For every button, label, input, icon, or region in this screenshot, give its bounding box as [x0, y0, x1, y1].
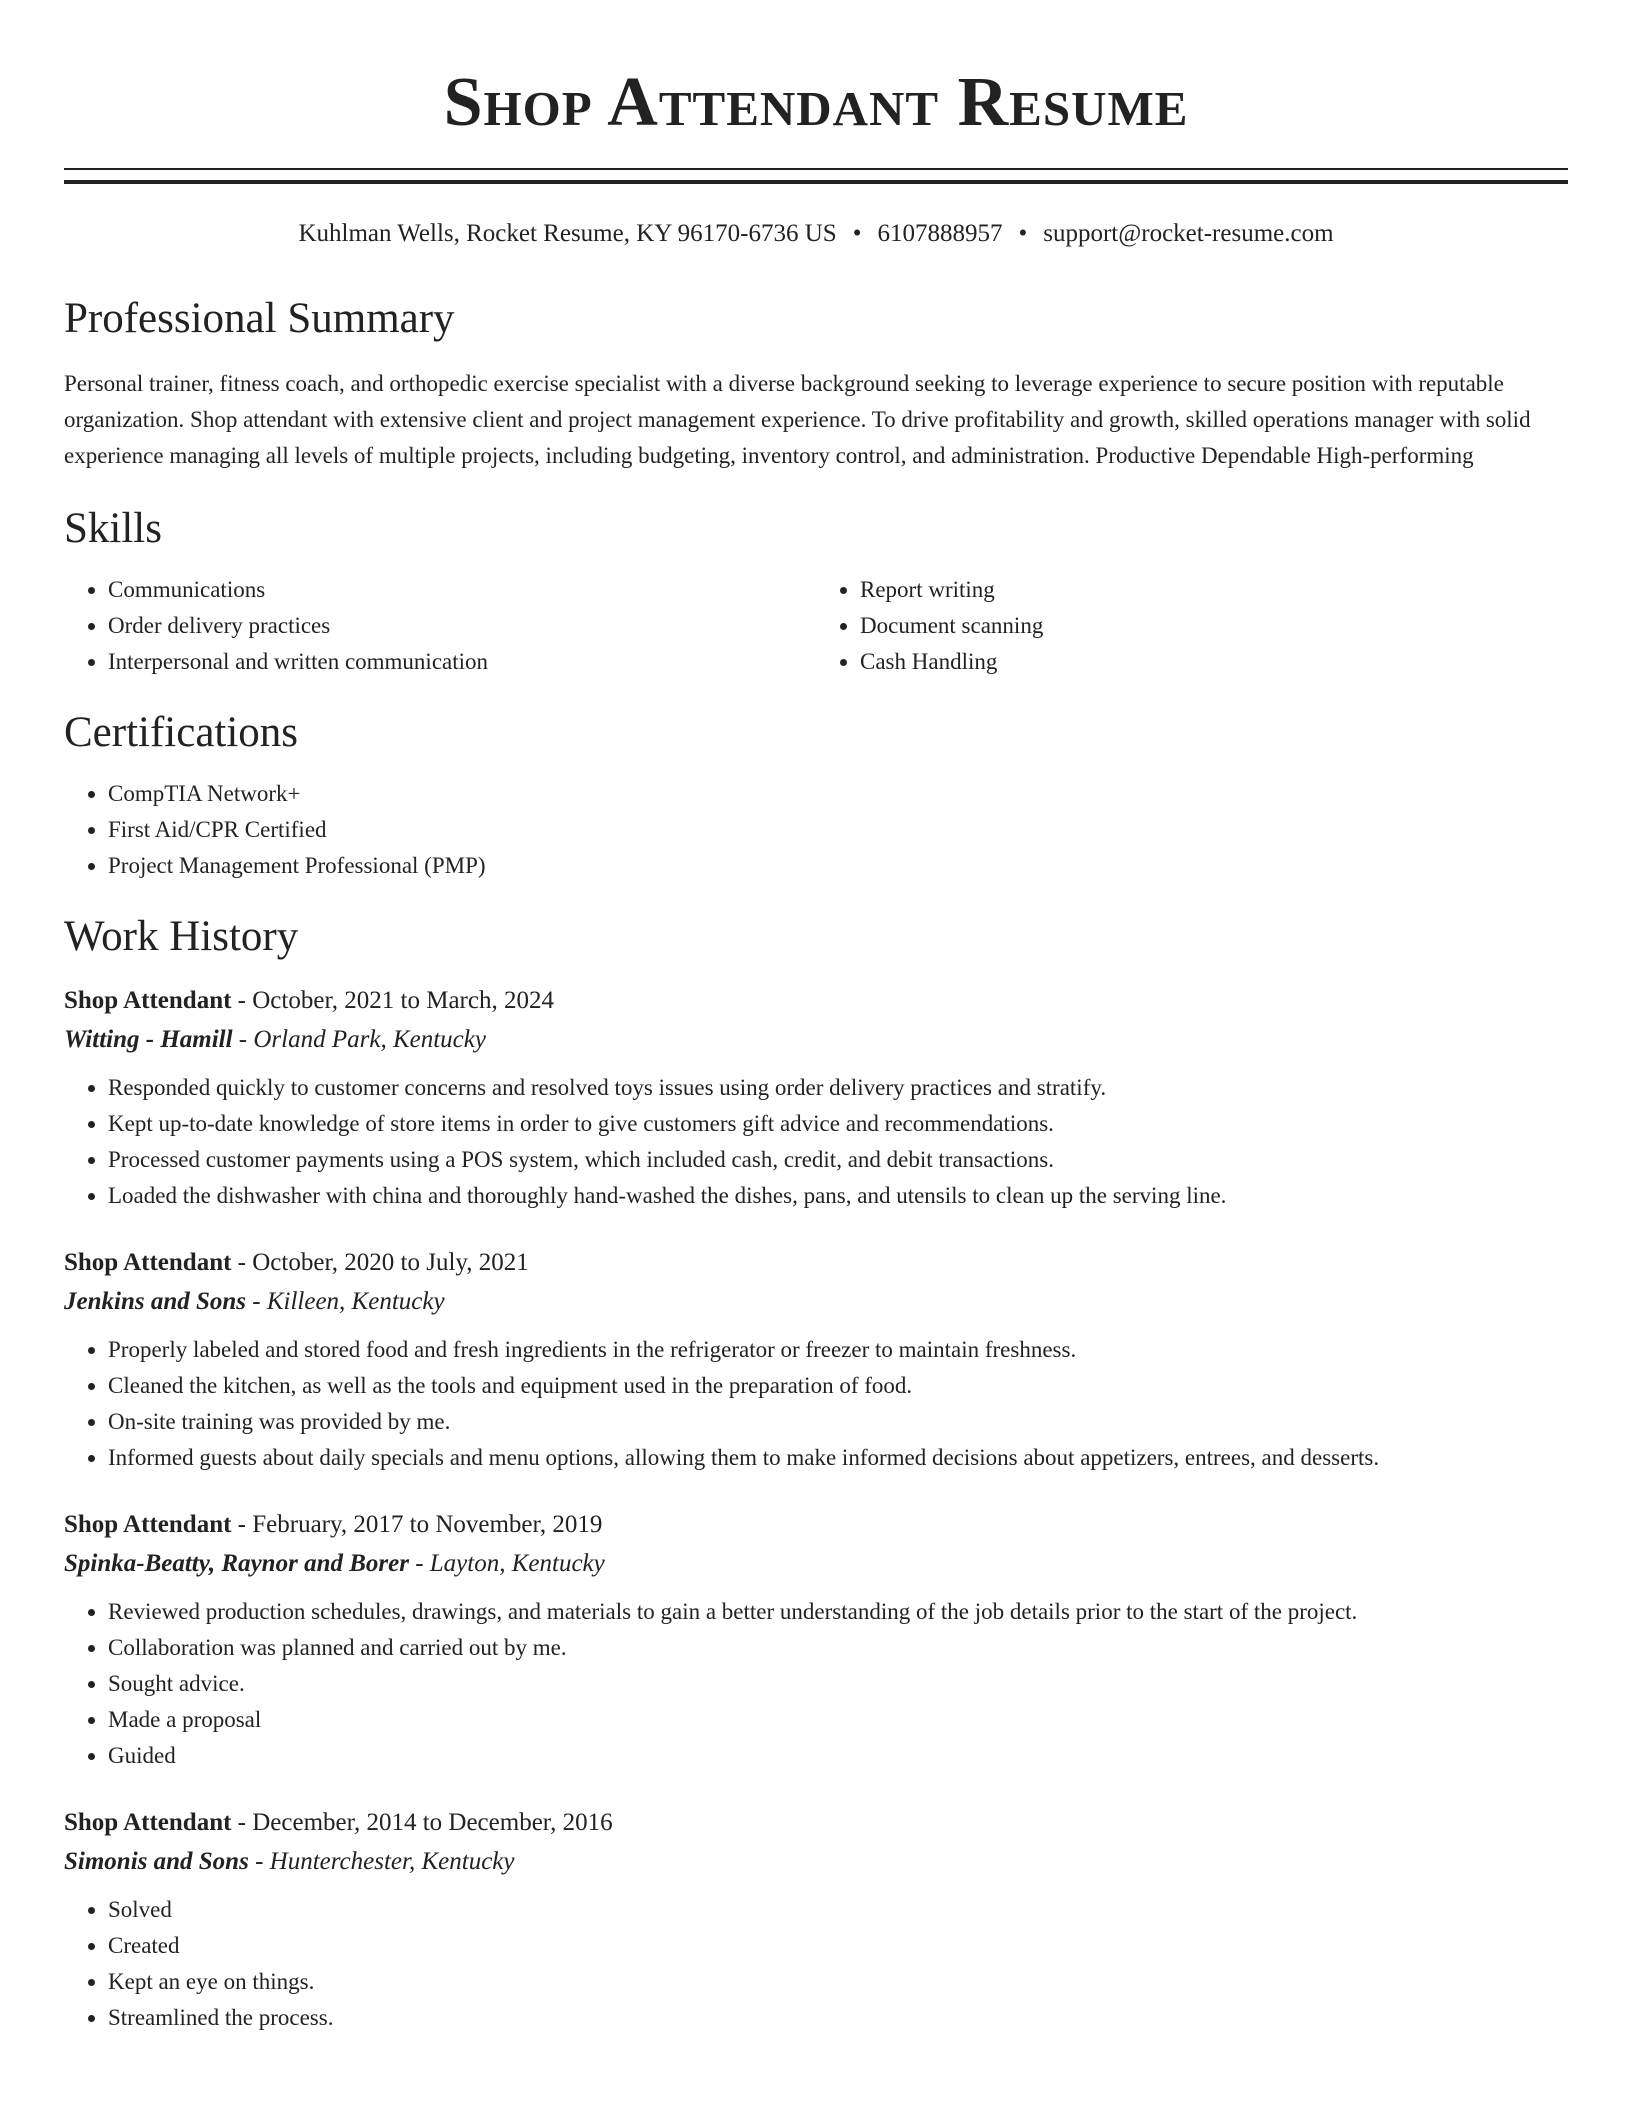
job-title: Shop Attendant: [64, 1511, 232, 1538]
company-name: Simonis and Sons: [64, 1848, 249, 1875]
job-bullet: • Created: [108, 1928, 1568, 1964]
resume-title: Shop Attendant Resume: [443, 64, 1189, 141]
company-location: - Orland Park, Kentucky: [232, 1026, 486, 1053]
job-entry: [64, 1244, 1568, 1476]
job-title-line: [64, 1804, 1568, 1842]
job-bullet: • Properly labeled and stored food and fresh ingredients in the refrigerator or freezer to maintain freshness.: [108, 1332, 1568, 1368]
certification-item: • CompTIA Network+: [108, 776, 1568, 812]
skill-item: • Cash Handling: [860, 644, 1568, 680]
skills-left-list: [64, 572, 816, 680]
company-name: Witting - Hamill: [64, 1026, 233, 1053]
job-bullet: • Responded quickly to customer concerns and resolved toys issues using order delivery practices and stratify.: [108, 1070, 1568, 1106]
job-bullet: • On-site training was provided by me.: [108, 1404, 1568, 1440]
job-title: Shop Attendant: [64, 1809, 232, 1836]
company-line: [64, 1842, 1568, 1882]
company-location: - Hunterchester, Kentucky: [248, 1848, 515, 1875]
job-bullet: • Sought advice.: [108, 1666, 1568, 1702]
job-bullet: • Processed customer payments using a POS system, which included cash, credit, and debit transactions.: [108, 1142, 1568, 1178]
contact-line: [64, 218, 1568, 250]
job-bullet: • Reviewed production schedules, drawings, and materials to gain a better understanding of the job details prior to the start of the project.: [108, 1594, 1568, 1630]
job-bullet: • Cleaned the kitchen, as well as the tools and equipment used in the preparation of food.: [108, 1368, 1568, 1404]
job-bullet: • Informed guests about daily specials and menu options, allowing them to make informed decisions about appetizers, entrees, and desserts.: [108, 1440, 1568, 1476]
job-bullets: [64, 1332, 1568, 1476]
skill-item: • Report writing: [860, 572, 1568, 608]
job-title-line: [64, 1506, 1568, 1544]
job-bullets: [64, 1594, 1568, 1774]
job-bullet: • Kept up-to-date knowledge of store items in order to give customers gift advice and recommendations.: [108, 1106, 1568, 1142]
company-line: [64, 1282, 1568, 1322]
job-bullet: • Streamlined the process.: [108, 2000, 1568, 2036]
skills-columns: [64, 572, 1568, 680]
certifications-heading: Certifications: [64, 709, 299, 756]
job-entry: [64, 1804, 1568, 2036]
certification-item: • Project Management Professional (PMP): [108, 848, 1568, 884]
job-bullet: • Collaboration was planned and carried out by me.: [108, 1630, 1568, 1666]
company-name: Spinka-Beatty, Raynor and Borer: [64, 1550, 409, 1577]
contact-email: support@rocket-resume.com: [1043, 220, 1334, 247]
job-bullets: [64, 1892, 1568, 2036]
company-location: - Layton, Kentucky: [408, 1550, 605, 1577]
job-entry: [64, 1506, 1568, 1774]
job-bullet: • Made a proposal: [108, 1702, 1568, 1738]
job-title: Shop Attendant: [64, 987, 232, 1014]
skill-item: • Interpersonal and written communication: [108, 644, 816, 680]
certifications-list: [64, 776, 1568, 884]
job-dates: - October, 2020 to July, 2021: [231, 1249, 529, 1276]
contact-phone: 6107888957: [877, 220, 1003, 247]
job-dates: - December, 2014 to December, 2016: [231, 1809, 613, 1836]
job-bullets: [64, 1070, 1568, 1214]
company-name: Jenkins and Sons: [64, 1288, 247, 1315]
job-dates: - February, 2017 to November, 2019: [231, 1511, 603, 1538]
summary-text: Personal trainer, fitness coach, and orthopedic exercise specialist with a diverse background seeking to leverage experience to secure position with reputable organization. Shop attendant with extensive client and project management experience. To drive profitability and growth, skilled operations manager with solid experience managing all levels of multiple projects, including budgeting, inventory control, and administration. Productive Dependable High-performing: [64, 371, 1531, 468]
job-dates: - October, 2021 to March, 2024: [231, 987, 554, 1014]
job-title-line: [64, 982, 1568, 1020]
summary-heading: Professional Summary: [64, 295, 455, 342]
title-divider: [64, 168, 1568, 184]
contact-separator: •: [852, 220, 862, 247]
skill-item: • Communications: [108, 572, 816, 608]
certification-item: • First Aid/CPR Certified: [108, 812, 1568, 848]
contact-address: Kuhlman Wells, Rocket Resume, KY 96170-6736 US: [298, 220, 837, 247]
skill-item: • Document scanning: [860, 608, 1568, 644]
work-history-heading: Work History: [64, 913, 299, 960]
skill-item: • Order delivery practices: [108, 608, 816, 644]
job-title-line: [64, 1244, 1568, 1282]
job-bullet: • Kept an eye on things.: [108, 1964, 1568, 2000]
contact-separator: •: [1018, 220, 1028, 247]
job-bullet: • Loaded the dishwasher with china and thoroughly hand-washed the dishes, pans, and utensils to clean up the serving line.: [108, 1178, 1568, 1214]
job-bullet: • Solved: [108, 1892, 1568, 1928]
company-location: - Killeen, Kentucky: [246, 1288, 445, 1315]
job-title: Shop Attendant: [64, 1249, 232, 1276]
job-bullet: • Guided: [108, 1738, 1568, 1774]
skills-heading: Skills: [64, 505, 162, 552]
job-entry: [64, 982, 1568, 1214]
company-line: [64, 1544, 1568, 1584]
company-line: [64, 1020, 1568, 1060]
resume-page: [64, 0, 1568, 2036]
skills-right-list: [816, 572, 1568, 680]
